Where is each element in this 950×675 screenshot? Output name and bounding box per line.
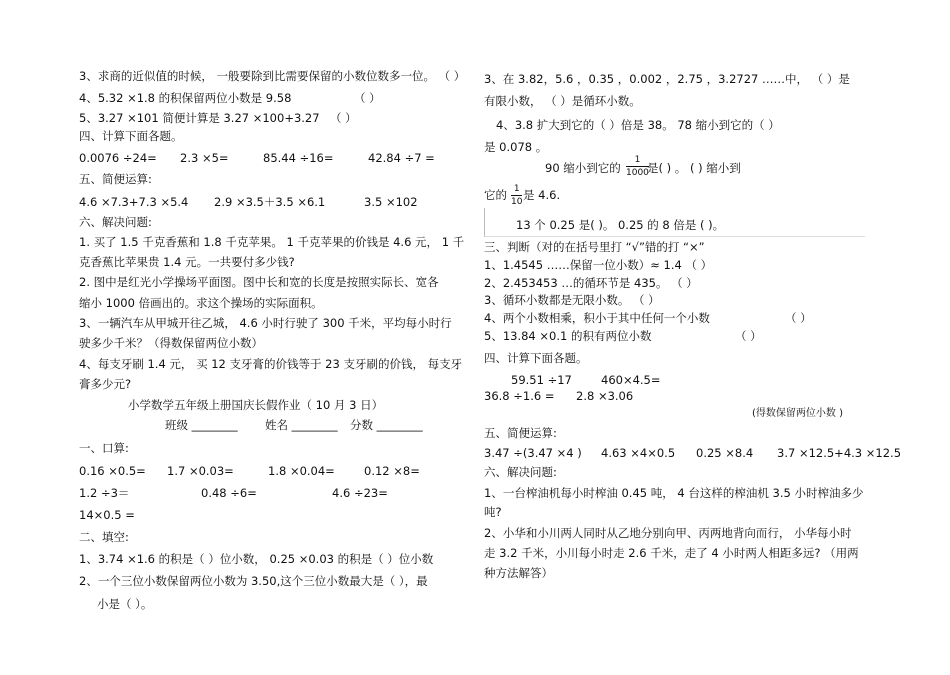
left-line: 班级 ________ (165, 418, 238, 432)
left-line: 膏多少元? (79, 377, 132, 391)
left-line: （ ） (354, 91, 381, 105)
right-line: 5、13.84 ×0.1 的积有两位小数 (484, 329, 652, 343)
right-line: 是( ) 。 ( ) 缩小到 (647, 161, 741, 175)
left-line: 姓名 ________ (265, 418, 338, 432)
right-line: 4、两个小数相乘，积小于其中任何一个小数 (484, 311, 710, 325)
left-line: 2.3 ×5= (180, 151, 229, 165)
left-line: 1、3.74 ×1.6 的积是（ ）位小数， 0.25 ×0.03 的积是（ ）位小数 (79, 552, 434, 566)
right-line: 3、循环小数都是无限小数。 （ ） (484, 293, 660, 307)
right-line: 种方法解答） (484, 566, 553, 580)
left-line: 1.7 ×0.03= (167, 464, 234, 478)
left-line: 85.44 ÷16= (263, 151, 334, 165)
left-line: 2.9 ×3.5＋3.5 ×6.1 (214, 195, 326, 209)
fraction (626, 155, 649, 178)
left-line: 14×0.5 = (79, 508, 135, 522)
right-line: 三、判断（对的在括号里打 “√”错的打 “×” (484, 240, 705, 254)
right-line: 五、简便运算: (484, 426, 557, 440)
left-line: 1. 买了 1.5 千克香蕉和 1.8 千克苹果。 1 千克苹果的价钱是 4.6 元， 1 千 (79, 235, 465, 249)
right-line: 3、在 3.82，5.6 ，0.35 ，0.002 ，2.75 ，3.2727 ……中， （ ）是 (484, 72, 850, 86)
fill-blank-box (484, 208, 865, 237)
right-line: 0.25 ×8.4 (696, 446, 754, 460)
right-line: 13 个 0.25 是( )。 0.25 的 8 倍是 ( )。 (516, 218, 725, 232)
right-line: 4.63 ×4×0.5 (601, 446, 676, 460)
left-line: 4、5.32 ×1.8 的积保留两位小数是 9.58 (79, 91, 292, 105)
right-line: (得数保留两位小数 ) (752, 408, 843, 419)
left-line: 42.84 ÷7 = (368, 151, 435, 165)
left-line: 3.5 ×102 (364, 195, 418, 209)
right-line: 36.8 ÷1.6 = (484, 389, 555, 403)
left-line: 1.2 ÷3＝ (79, 486, 130, 500)
left-line: 驶多少千米？（得数保留两位小数） (79, 336, 263, 350)
right-line: 是 0.078 。 (484, 140, 548, 154)
right-line: 六、解决问题: (484, 465, 557, 479)
left-line: 0.0076 ÷24= (79, 151, 157, 165)
fraction-numerator: 1 (513, 184, 520, 194)
left-line: 一、口算: (79, 441, 129, 455)
right-line: 3.47 ÷(3.47 ×4 ) (484, 446, 582, 460)
left-line: 0.12 ×8= (364, 464, 420, 478)
left-line: 克香蕉比苹果贵 1.4 元。一共要付多少钱? (79, 255, 295, 269)
right-line: 4、3.8 扩大到它的（ ）倍是 38。 78 缩小到它的（ ） (496, 118, 780, 132)
right-line: 1、一台榨油机每小时榨油 0.45 吨， 4 台这样的榨油机 3.5 小时榨油多少 (484, 486, 864, 500)
left-line: 4、每支牙刷 1.4 元， 买 12 支牙膏的价钱等于 23 支牙刷的价钱， 每支牙 (79, 357, 463, 371)
left-line: 小学数学五年级上册国庆长假作业（ 10 月 3 日） (128, 398, 384, 412)
right-line: 460×4.5= (601, 373, 661, 387)
left-line: 2、一个三位小数保留两位小数为 3.50,这个三位小数最大是（ ），最 (79, 574, 428, 588)
right-line: 四、计算下面各题。 (484, 351, 588, 365)
right-line: 它的 (484, 188, 507, 202)
fraction (511, 184, 522, 207)
left-line: 小是（ ）。 (97, 597, 153, 611)
left-line: 5、3.27 ×101 简便计算是 3.27 ×100+3.27 (79, 111, 320, 125)
left-line: 3、一辆汽车从甲城开往乙城， 4.6 小时行驶了 300 千米，平均每小时行 (79, 316, 452, 330)
right-line: 2、2.453453 …的循环节是 435。 （ ） (484, 276, 698, 290)
left-line: 4.6 ÷23= (332, 486, 388, 500)
fraction-denominator: 1000 (626, 168, 649, 178)
fraction-denominator: 10 (511, 197, 523, 207)
right-line: 3.7 ×12.5+4.3 ×12.5 (777, 446, 902, 460)
left-line: 0.16 ×0.5= (79, 464, 146, 478)
right-line: 有限小数， （ ）是循环小数。 (484, 94, 641, 108)
fraction-numerator: 1 (634, 155, 641, 165)
left-line: 五、简便运算: (79, 172, 152, 186)
right-line: 59.51 ÷17 (511, 373, 572, 387)
right-line: （ ） (735, 329, 762, 343)
left-line: 六、解决问题: (79, 215, 152, 229)
left-line: （ ） (330, 111, 357, 125)
left-line: 0.48 ÷6= (201, 486, 257, 500)
right-line: 是 4.6. (523, 188, 561, 202)
left-line: 缩小 1000 倍画出的。求这个操场的实际面积。 (79, 296, 323, 310)
left-line: 4.6 ×7.3+7.3 ×5.4 (79, 195, 189, 209)
right-line: （ ） (785, 311, 812, 325)
right-line: 走 3.2 千米，小川每小时走 2.6 千米，走了 4 小时两人相距多远? （用两 (484, 546, 859, 560)
left-line: 2. 图中是红光小学操场平面图。图中长和宽的长度是按照实际长、宽各 (79, 275, 439, 289)
left-line: 二、填空: (79, 530, 129, 544)
left-line: 1.8 ×0.04= (268, 464, 335, 478)
right-line: 1、1.4545 ……保留一位小数）≈ 1.4 （ ） (484, 258, 713, 272)
right-line: 2、小华和小川两人同时从乙地分别向甲、丙两地背向而行， 小华每小时 (484, 526, 852, 540)
left-line: 3、求商的近似值的时候， 一般要除到比需要保留的小数位数多一位。 （ ） (79, 69, 466, 83)
right-line: 2.8 ×3.06 (576, 389, 634, 403)
fraction-bar (626, 166, 649, 167)
left-line: 分数 ________ (350, 418, 423, 432)
right-line: 吨? (484, 505, 502, 519)
right-line: 90 缩小到它的 (545, 161, 621, 175)
left-line: 四、计算下面各题。 (79, 129, 183, 143)
fraction-bar (511, 195, 522, 196)
